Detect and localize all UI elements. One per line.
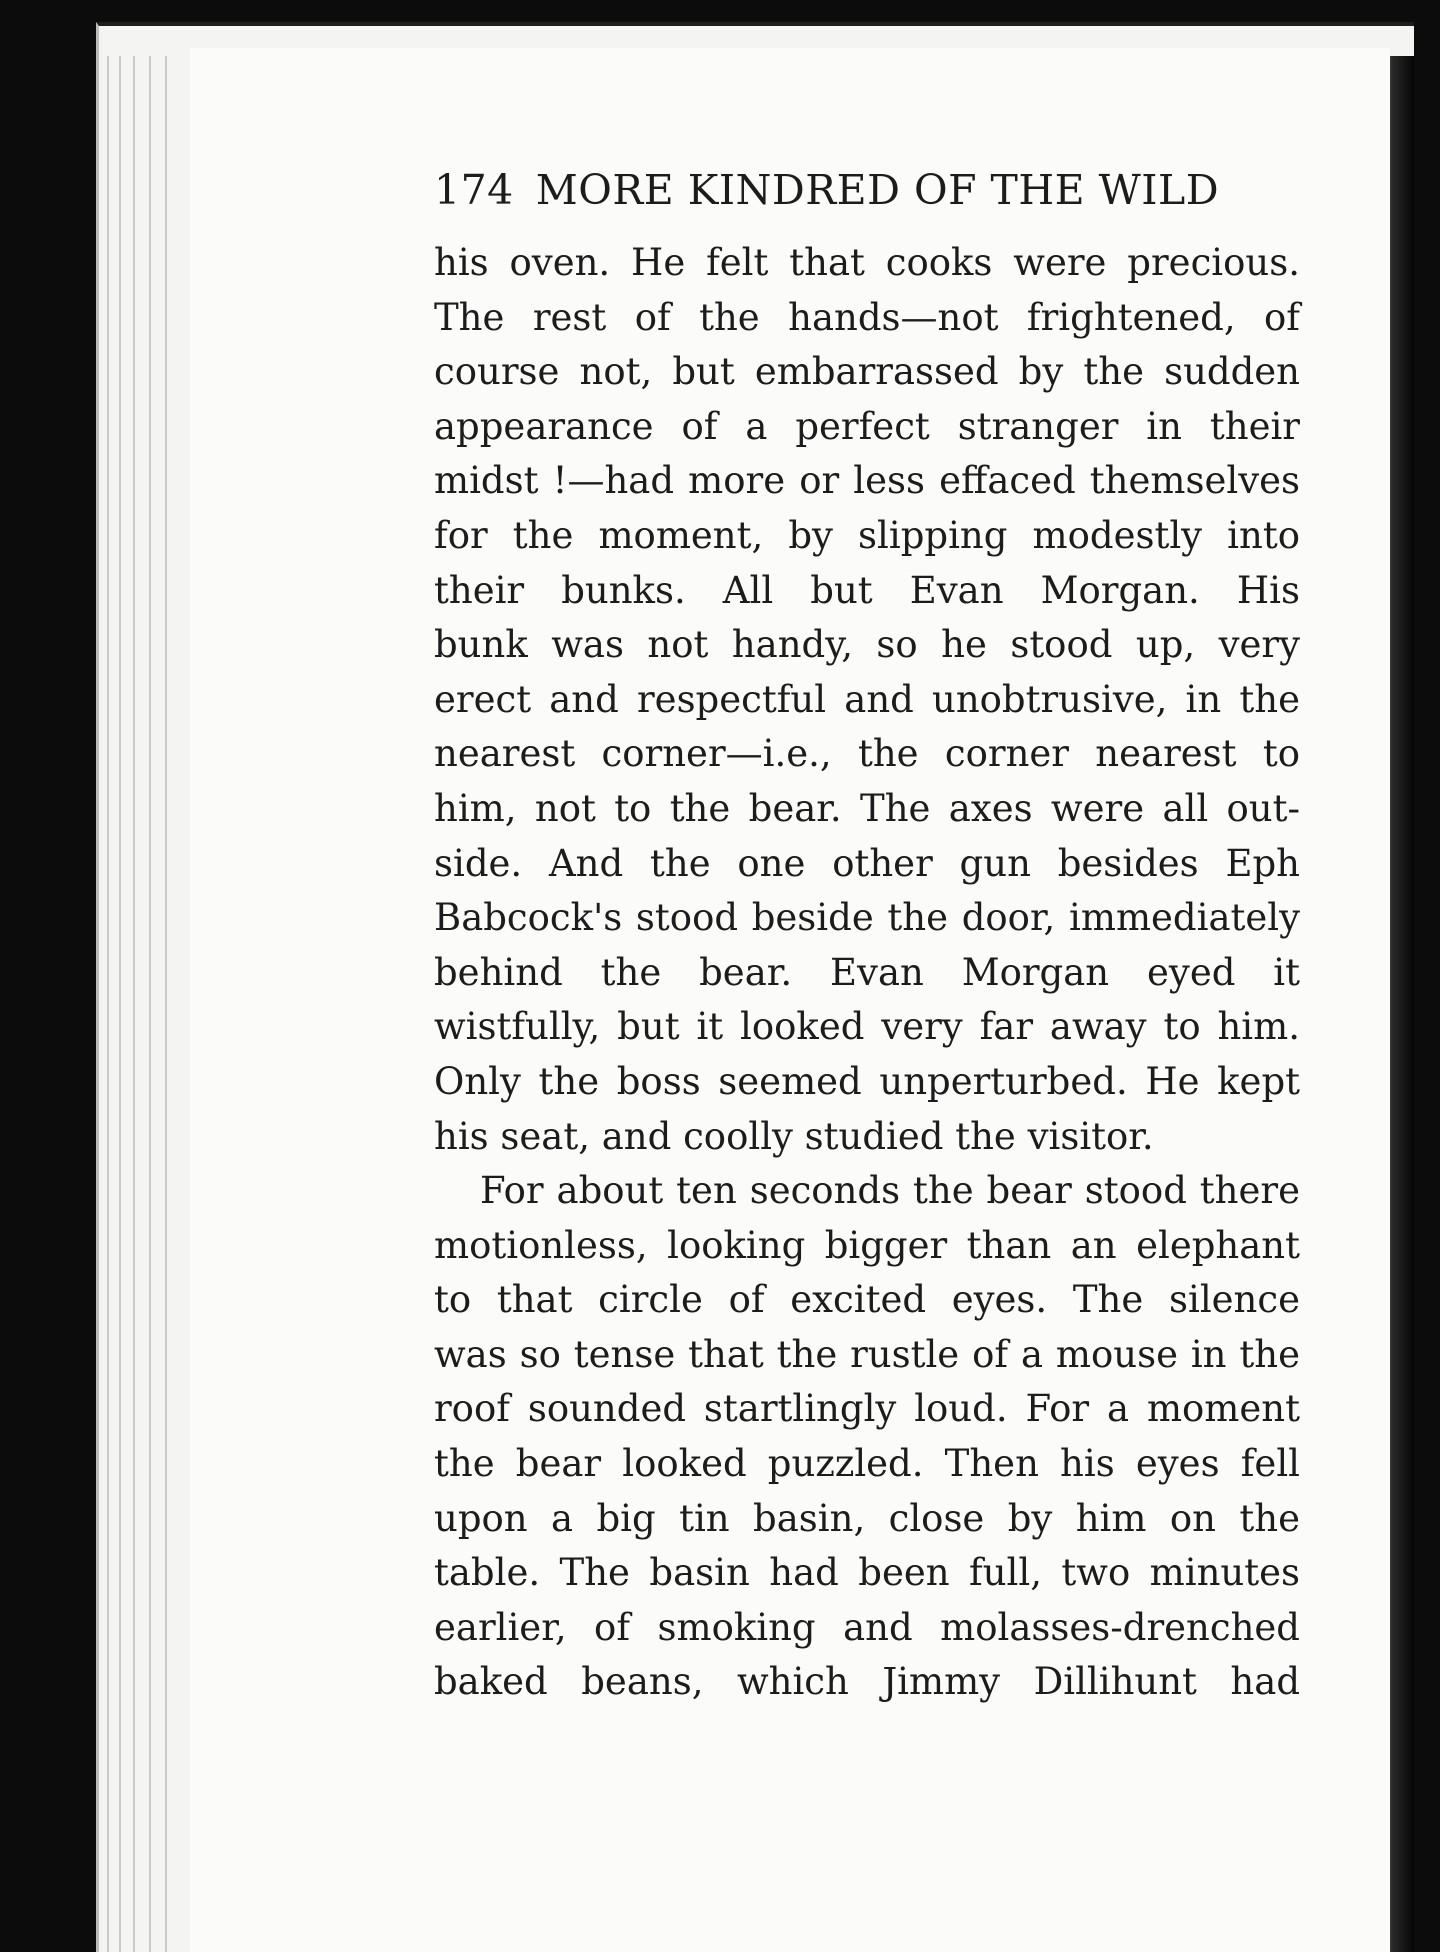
- text-line: appearance of a perfect stranger in their: [434, 404, 1300, 448]
- page-number: 174: [434, 166, 514, 214]
- text-line: his oven. He felt that cooks were precious.: [434, 241, 1300, 284]
- text-line: Babcock's stood beside the door, immediately: [434, 896, 1300, 940]
- page-edge: [107, 56, 109, 1952]
- text-line: wistfully, but it looked very far away to him.: [434, 1005, 1300, 1049]
- text-line: course not, but embarrassed by the sudden: [434, 350, 1300, 394]
- text-line: nearest corner—i.e., the corner nearest to: [434, 732, 1300, 776]
- text-line: motionless, looking bigger than an elephant: [434, 1223, 1300, 1267]
- text-line: behind the bear. Evan Morgan eyed it: [434, 950, 1300, 994]
- text-line: upon a big tin basin, close by him on the: [434, 1496, 1300, 1540]
- text-line: to that circle of excited eyes. The silence: [434, 1278, 1300, 1322]
- page-edge: [149, 56, 151, 1952]
- text-line: the bear looked puzzled. Then his eyes fell: [434, 1442, 1300, 1486]
- text-line: The rest of the hands—not frightened, of: [434, 295, 1300, 339]
- text-line: table. The basin had been full, two minutes: [434, 1551, 1300, 1595]
- running-head: [434, 150, 1300, 236]
- text-line: baked beans, which Jimmy Dillihunt had: [434, 1660, 1300, 1704]
- page-edge: [165, 56, 167, 1952]
- text-line: his seat, and coolly studied the visitor.: [434, 1114, 1154, 1158]
- page-edge: [133, 56, 135, 1952]
- paragraph-1: [434, 236, 1300, 1164]
- text-line: Only the boss seemed unperturbed. He kept: [434, 1059, 1300, 1103]
- paragraph-2: [434, 1164, 1300, 1710]
- text-line: their bunks. All but Evan Morgan. His: [434, 568, 1300, 612]
- text-line: erect and respectful and unobtrusive, in the: [434, 677, 1300, 721]
- book-title: MORE KINDRED OF THE WILD: [535, 166, 1220, 214]
- text-line: midst !—had more or less effaced themselves: [434, 459, 1300, 503]
- page-text: [434, 150, 1300, 1710]
- text-line: side. And the one other gun besides Eph: [434, 841, 1300, 885]
- page-edge: [119, 56, 121, 1952]
- text-line: roof sounded startlingly loud. For a moment: [434, 1387, 1300, 1431]
- text-line: was so tense that the rustle of a mouse in the: [434, 1332, 1300, 1376]
- text-line: For about ten seconds the bear stood there: [480, 1169, 1300, 1213]
- text-line: for the moment, by slipping modestly into: [434, 513, 1300, 557]
- text-line: earlier, of smoking and molasses-drenched: [434, 1605, 1300, 1649]
- text-line: him, not to the bear. The axes were all out-: [434, 786, 1300, 830]
- text-line: bunk was not handy, so he stood up, very: [434, 623, 1300, 667]
